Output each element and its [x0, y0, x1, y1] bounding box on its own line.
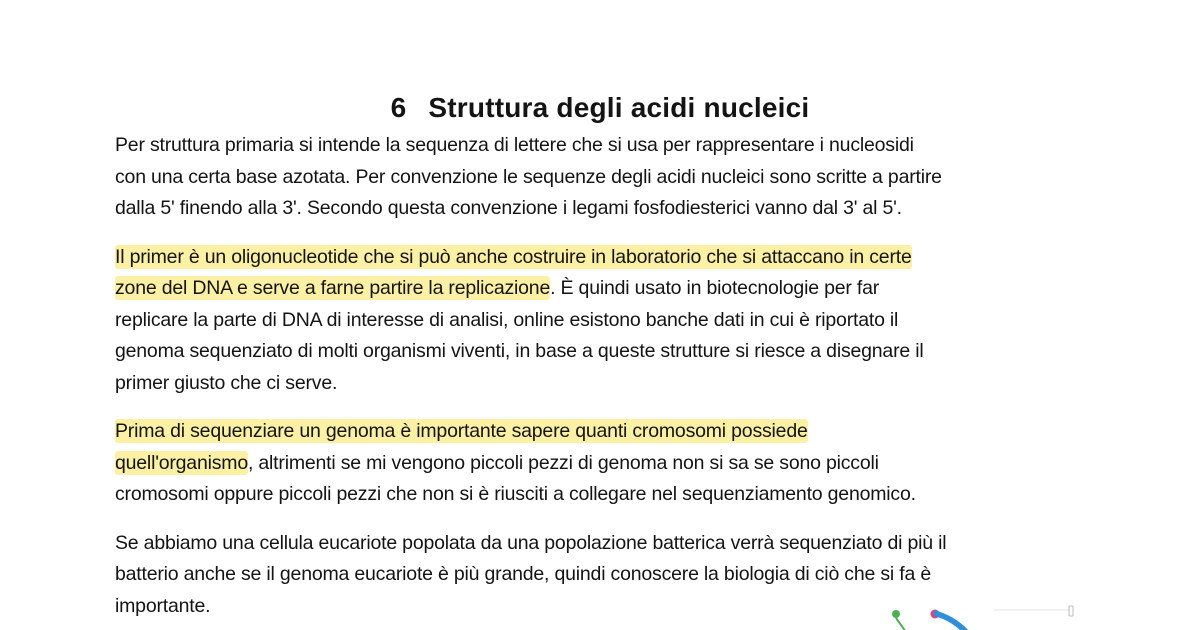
text-line	[115, 368, 1090, 400]
text-segment: . È quindi usato in biotecnologie per far	[550, 277, 880, 299]
text-line	[115, 528, 1090, 560]
text-line	[115, 273, 1090, 305]
green-dot-icon	[892, 610, 900, 618]
blue-pen-stroke-icon	[934, 610, 970, 630]
section-heading	[0, 88, 1200, 128]
highlighted-text: Il primer è un oligonucleotide che si può anche costruire in laboratorio che si attaccano in certe	[115, 245, 912, 268]
text-segment: Per struttura primaria si intende la sequenza di lettere che si usa per rappresentare i nucleosidi	[115, 134, 914, 156]
text-line	[115, 242, 1090, 274]
document-body	[115, 130, 1090, 622]
text-segment: dalla 5' finendo alla 3'. Secondo questa convenzione i legami fosfodiesterici vanno dal 3' al 5'.	[115, 197, 902, 219]
text-segment: batterio anche se il genoma eucariote è più grande, quindi conoscere la biologia di ciò che si fa è	[115, 563, 931, 585]
green-stroke-icon	[896, 618, 906, 630]
text-line	[115, 305, 1090, 337]
paragraph	[115, 130, 1090, 225]
text-segment: cromosomi oppure piccoli pezzi che non si è riusciti a collegare nel sequenziamento genomico.	[115, 483, 916, 505]
text-segment: con una certa base azotata. Per convenzione le sequenze degli acidi nucleici sono scritte a partire	[115, 165, 942, 188]
highlighted-text: quell'organismo	[115, 451, 248, 474]
highlighted-text: zone del DNA e serve a farne partire la replicazione	[115, 277, 551, 299]
text-segment: replicare la parte di DNA di interesse di analisi, online esistono banche dati in cui è riportato il	[115, 308, 899, 331]
drawing-toolbar-icon[interactable]	[884, 602, 1084, 630]
text-line	[115, 559, 1090, 591]
text-line	[115, 416, 1090, 448]
text-segment: , altrimenti se mi vengono piccoli pezzi di genoma non si sa se sono piccoli	[247, 451, 879, 474]
text-segment: genoma sequenziato di molti organismi viventi, in base a queste strutture si riesce a disegnare il	[115, 340, 924, 362]
text-line	[115, 479, 1090, 511]
text-line	[115, 193, 1090, 225]
text-line	[115, 336, 1090, 368]
highlighted-text: Prima di sequenziare un genoma è importante sapere quanti cromosomi possiede	[115, 420, 808, 442]
text-segment: Se abbiamo una cellula eucariote popolata da una popolazione batterica verrà sequenziato di più il	[115, 531, 947, 554]
text-line	[115, 162, 1090, 194]
text-segment: primer giusto che ci serve.	[115, 371, 338, 394]
section-number: 6	[390, 92, 407, 123]
drawing-toolbar-graphic	[884, 602, 1084, 630]
section-title-text: Struttura degli acidi nucleici	[428, 92, 810, 123]
text-segment: importante.	[115, 594, 211, 617]
paragraph	[115, 416, 1090, 511]
text-line	[115, 448, 1090, 480]
paragraph	[115, 242, 1090, 400]
toolbar-handle-icon	[1069, 606, 1073, 616]
text-line	[115, 130, 1090, 162]
